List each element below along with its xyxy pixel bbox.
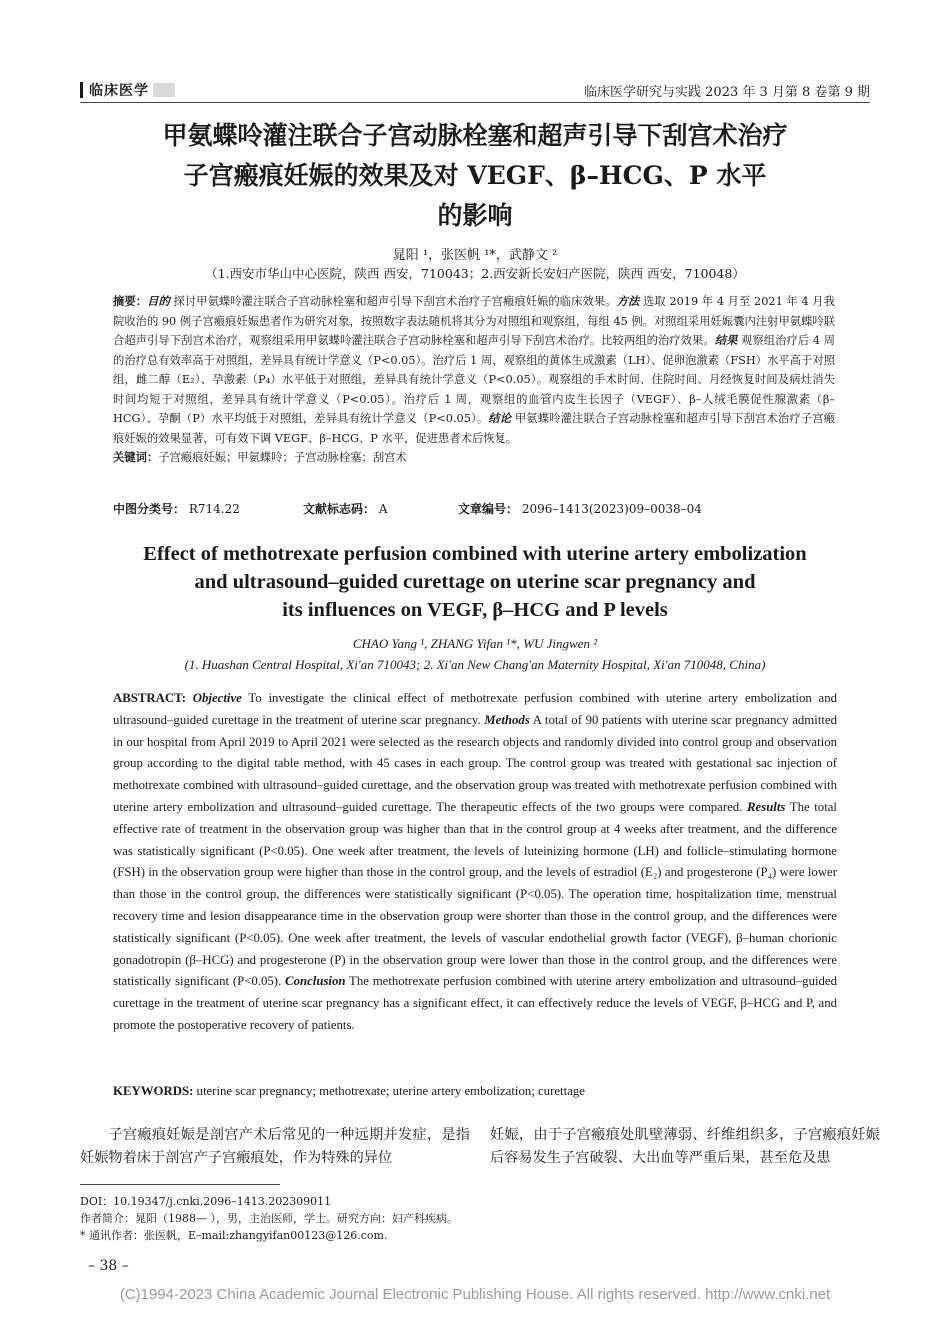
conclusion-text: 甲氨蝶呤灌注联合子宫动脉栓塞和超声引导下刮宫术治疗子宫瘢痕妊娠的效果显著，可有效下调 VEGF、β–HCG、P 水平，促进患者术后恢复。 — [113, 412, 835, 445]
chinese-title — [60, 116, 890, 236]
en-conclusion-label: Conclusion — [285, 974, 346, 989]
en-objective-text: To investigate the clinical effect of methotrexate perfusion combined with uterine artery embolization and ultrasound–guided curettage in the treatment of uterine scar pregnancy. — [113, 691, 838, 727]
footnote-rule — [80, 1184, 280, 1185]
doccode-field — [303, 500, 388, 517]
corresponding-author-line: * 通讯作者：张医帆，E–mail:zhangyifan00123@126.com. — [80, 1229, 388, 1242]
en-results-text: The total effective rate of treatment in the observation group was higher than that in the control group at 4 weeks after treatment, and the difference was statistically significant (P<0.05). One week after treatment, the levels of luteinizing hormone (LH) and follicle–stimulating hormone (FSH) in the observation group were higher than those in the control group, and the levels of estradiol (E₂) and progesterone (P₄) were lower than those in the control group, the differences were statistically significant (P<0.05). The operation time, hospitalization time, menstrual recovery time and lesion disappearance time in the observation group were shorter than those in the control group, and the differences were statistically significant (P<0.05). One week after treatment, the levels of vascular endothelial growth factor (VEGF), β–human chorionic gonadotropin (β–HCG) and progesterone (P) in the observation group were lower than those in the control group, and the differences were statistically significant (P<0.05). — [113, 799, 837, 989]
conclusion-label: 结论 — [488, 411, 512, 425]
english-title — [60, 540, 890, 624]
author-intro-line: 作者简介：晁阳（1988— ），男，主治医师，学士。研究方向：妇产科疾病。 — [80, 1212, 458, 1225]
en-objective-label: Objective — [192, 691, 242, 705]
clc-field — [113, 502, 240, 516]
classification-line — [113, 500, 835, 517]
body-column-left: 子宫瘢痕妊娠是剖宫产术后常见的一种远期并发症，是指妊娠物着床于剖宫产子宫瘢痕处，作为特殊的异位 — [80, 1127, 470, 1166]
objective-label: 目的 — [147, 294, 170, 308]
en-results-label: Results — [747, 799, 786, 814]
running-header — [80, 78, 870, 102]
chinese-title-line: 甲氨蝶呤灌注联合子宫动脉栓塞和超声引导下刮宫术治疗 — [162, 121, 788, 150]
methods-label: 方法 — [616, 294, 640, 308]
article-no-value: 2096–1413(2023)09–0038–04 — [521, 502, 702, 516]
english-title-line: its influences on VEGF, β–HCG and P levels — [282, 599, 668, 621]
page-number: – 38 – — [88, 1258, 129, 1274]
objective-text: 探讨甲氨蝶呤灌注联合子宫动脉栓塞和超声引导下刮宫术治疗子宫瘢痕妊娠的临床效果。 — [173, 295, 617, 308]
chinese-authors: 晁阳 ¹，张医帆 ¹*，武静文 ² — [392, 248, 558, 263]
english-authors: CHAO Yang ¹, ZHANG Yifan ¹*, WU Jingwen ² — [352, 636, 598, 651]
doccode-value: A — [378, 502, 388, 516]
footnotes — [80, 1193, 870, 1244]
doi-line: DOI：10.19347/j.cnki.2096–1413.202309011 — [80, 1195, 332, 1208]
english-title-line: and ultrasound–guided curettage on uterine scar pregnancy and — [194, 571, 756, 593]
en-keywords-label: KEYWORDS: — [113, 1084, 194, 1098]
english-abstract — [113, 688, 837, 1037]
chinese-abstract — [113, 292, 835, 468]
section-label: 临床医学 — [89, 83, 149, 99]
chinese-affiliation: （1.西安市华山中心医院，陕西 西安，710043；2.西安新长安妇产医院，陕西 西安，710048） — [205, 266, 745, 281]
en-methods-label: Methods — [484, 712, 530, 727]
header-rule — [80, 102, 870, 103]
en-conclusion-text: The methotrexate perfusion combined with uterine artery embolization and ultrasound–guided curettage in the treatment of uterine scar pregnancy has a significant effect, it can effectively reduce the levels of VEGF, β–HCG and P, and promote the postoperative recovery of patients. — [113, 974, 838, 1032]
article-no-field — [458, 500, 702, 517]
en-methods-text: A total of 90 patients with uterine scar pregnancy admitted in our hospital from April 2019 to April 2021 were selected as the research objects and randomly divided into control group and observation group according to the digital table method, with 45 cases in each group. The control group was treated with gestational sac injection of methotrexate combined with ultrasound–guided curettage, and the observation group was treated with methotrexate perfusion combined with uterine artery embolization and ultrasound–guided curettage. The therapeutic effects of the two groups were compared. — [113, 712, 838, 814]
copyright-watermark: (C)1994-2023 China Academic Journal Electronic Publishing House. All rights reserved. http://www.cnki.net — [119, 1286, 831, 1303]
results-text: 观察组治疗后 4 周的治疗总有效率高于对照组，差异具有统计学意义（P<0.05）。治疗后 1 周，观察组的黄体生成激素（LH）、促卵泡激素（FSH）水平高于对照组，雌二醇（E₂）、孕激素（P₄）水平低于对照组，差异具有统计学意义（P<0.05）。观察组的手术时间、住院时间、月经恢复时间及病灶消失时间均短于对照组，差异具有统计学意义（P<0.05）。治疗后 1 周，观察组的血管内皮生长因子（VEGF）、β–人绒毛膜促性腺激素（β–HCG）、孕酮（P）水平均低于对照组，差异具有统计学意义（P<0.05）。 — [113, 334, 835, 425]
keywords-label: 关键词： — [113, 451, 159, 464]
body-column-right: 妊娠，由于子宫瘢痕处肌壁薄弱、纤维组织多，子宫瘢痕妊娠后容易发生子宫破裂、大出血等严重后果，甚至危及患 — [490, 1127, 880, 1166]
keywords-text: 子宫瘢痕妊娠；甲氨蝶呤；子宫动脉栓塞；刮宫术 — [158, 451, 407, 464]
english-affiliation: (1. Huashan Central Hospital, Xi′an 710043; 2. Xi′an New Chang′an Maternity Hospital, Xi′an 710048, China) — [184, 657, 766, 672]
doccode-label: 文献标志码： — [303, 502, 376, 516]
en-abstract-label: ABSTRACT: — [113, 691, 187, 705]
clc-value: R714.22 — [188, 502, 240, 516]
section-bar — [80, 82, 83, 98]
chinese-title-line: 子宫瘢痕妊娠的效果及对 VEGF、β–HCG、P 水平 — [183, 161, 767, 190]
journal-info: 临床医学研究与实践 2023 年 3 月第 8 卷第 9 期 — [584, 85, 870, 100]
clc-label: 中图分类号： — [113, 502, 186, 516]
en-keywords-text: uterine scar pregnancy; methotrexate; uterine artery embolization; curettage — [196, 1084, 585, 1098]
section-tag — [80, 80, 175, 100]
methods-text: 选取 2019 年 4 月至 2021 年 4 月我院收治的 90 例子宫瘢痕妊娠患者作为研究对象，按照数字表法随机将其分为对照组和观察组，每组 45 例。对照组采用妊娠囊内注射甲氨蝶呤联合超声引导下刮宫术治疗，观察组采用甲氨蝶呤灌注联合子宫动脉栓塞和超声引导下刮宫术治疗。比较两组的治疗效果。 — [113, 295, 835, 347]
chinese-title-line: 的影响 — [437, 201, 513, 230]
section-tail-shade — [153, 83, 175, 97]
english-title-line: Effect of methotrexate perfusion combined with uterine artery embolization — [143, 543, 807, 565]
article-no-label: 文章编号： — [458, 502, 519, 516]
results-label: 结果 — [714, 333, 738, 347]
english-keywords — [113, 1084, 837, 1099]
abstract-label: 摘要： — [113, 295, 148, 308]
